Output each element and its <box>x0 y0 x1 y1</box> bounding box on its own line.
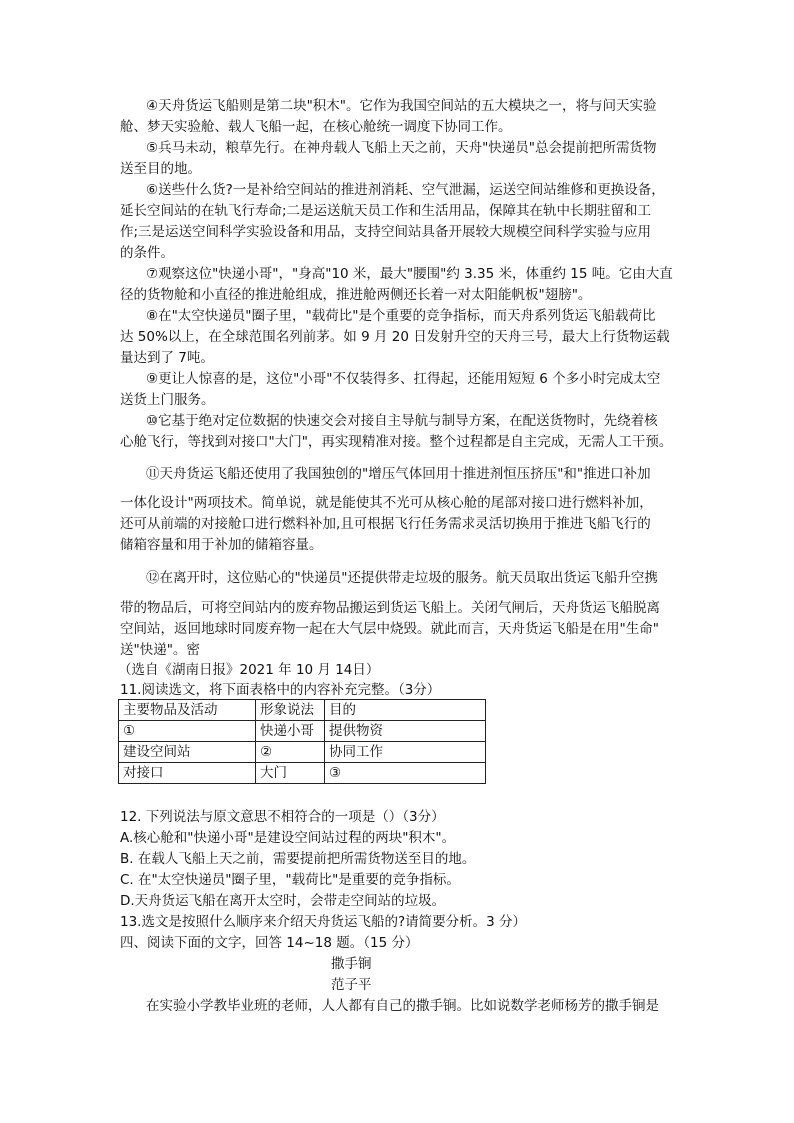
paragraph-5-line-2: 送至目的地。 <box>120 161 201 177</box>
question-12-stem: 12. 下列说法与原文意思不相符合的一项是（）（3分） <box>120 809 445 825</box>
source-citation: （选自《湖南日报》2021 年 10 月 14日） <box>118 662 380 678</box>
paragraph-12-line-3: 空间站，返回地球时同废弃物一起在大气层中烧毁。就此而言，天舟货运飞船是在用"生命" <box>120 621 659 637</box>
table-header-cell: 目的 <box>325 700 486 721</box>
paragraph-6-line-2: 延长空间站的在轨飞行寿命;二是运送航天员工作和生活用品，保障其在轨中长期驻留和工 <box>120 203 652 219</box>
paragraph-9-line-1: ⑨更让人惊喜的是，这位"小哥"不仅装得多、扛得起，还能用短短 6 个多小时完成太空 <box>146 371 661 387</box>
table-row <box>119 763 486 784</box>
paragraph-10-line-1: ⑩它基于绝对定位数据的快速交会对接自主导航与制导方案，在配送货物时，先绕着核 <box>146 413 658 429</box>
table-row <box>119 721 486 742</box>
table-cell: 建设空间站 <box>119 742 256 763</box>
question-12-option-c: C. 在"太空快递员"圈子里，"载荷比"是重要的竞争指标。 <box>120 872 460 888</box>
paragraph-8-line-3: 量达到了 7吨。 <box>120 350 214 366</box>
table-cell: 协同工作 <box>325 742 486 763</box>
section-4-heading: 四、阅读下面的文字，回答 14~18 题。（15 分） <box>120 935 419 951</box>
paragraph-8-line-1: ⑧在"太空快递员"圈子里，"载荷比"是个重要的竞争指标，而天舟系列货运飞船载荷比 <box>146 308 656 324</box>
question-13: 13.选文是按照什么顺序来介绍天舟货运飞船的?请简要分析。3 分） <box>120 914 527 930</box>
question-12-option-b: B. 在载人飞船上天之前，需要提前把所需货物送至目的地。 <box>120 851 476 867</box>
paragraph-6-line-3: 作;三是运送空间科学实验设备和用品，支持空间站具备开展较大规模空间科学实验与应用 <box>120 224 652 240</box>
story-title: 撒手锏 <box>331 956 372 972</box>
paragraph-11-line-1: ⑪天舟货运飞船还使用了我国独创的"增压气体回用十推进剂恒压挤压"和"推进口补加 <box>146 466 651 482</box>
paragraph-11-line-2: 一体化设计"两项技术。简单说，就是能使其不光可从核心舱的尾部对接口进行燃料补加， <box>120 495 653 511</box>
paragraph-10-line-2: 心舱飞行，等找到对接口"大门"，再实现精准对接。整个过程都是自主完成，无需人工干预。 <box>120 434 673 450</box>
story-author: 范子平 <box>331 977 372 993</box>
paragraph-12-line-4: 送"快递"。密 <box>120 642 200 658</box>
question-12-option-a: A.核心舱和"快递小哥"是建设空间站过程的两块"积木"。 <box>120 830 456 846</box>
question-11: 11.阅读选文，将下面表格中的内容补充完整。（3分） <box>120 682 441 698</box>
paragraph-12-line-1: ⑫在离开时，这位贴心的"快递员"还提供带走垃圾的服务。航天员取出货运飞船升空携 <box>146 570 658 586</box>
table-header-cell: 形象说法 <box>256 700 325 721</box>
table-cell: ② <box>256 742 325 763</box>
paragraph-7-line-2: 径的货物舱和小直径的推进舱组成，推进舱两侧还长着一对太阳能帆板"翅膀"。 <box>120 287 592 303</box>
story-first-line: 在实验小学教毕业班的老师，人人都有自己的撒手锏。比如说数学老师杨芳的撒手锏是 <box>146 998 659 1014</box>
table-cell: 对接口 <box>119 763 256 784</box>
paragraph-4-line-2: 舱、梦天实验舱、载人飞船一起，在核心舱统一调度下协同工作。 <box>120 119 512 135</box>
paragraph-11-line-3: 还可从前端的对接舱口进行燃料补加,且可根据飞行任务需求灵活切换用于推进飞船飞行的 <box>120 516 651 532</box>
paragraph-6-line-1: ⑥送些什么货?一是补给空间站的推进剂消耗、空气泄漏，运送空间站维修和更换设备， <box>146 182 665 198</box>
table-cell: ① <box>119 721 256 742</box>
table-cell: ③ <box>325 763 486 784</box>
table-header-cell: 主要物品及活动 <box>119 700 256 721</box>
paragraph-11-line-4: 储箱容量和用于补加的储箱容量。 <box>120 537 323 553</box>
paragraph-5-line-1: ⑤兵马未动，粮草先行。在神舟载人飞船上天之前，天舟"快递员"总会提前把所需货物 <box>146 140 657 156</box>
table-cell: 大门 <box>256 763 325 784</box>
paragraph-9-line-2: 送货上门服务。 <box>120 392 215 408</box>
paragraph-8-line-2: 达 50%以上，在全球范围名列前茅。如 9 月 20 日发射升空的天舟三号，最大上行货物运载 <box>120 329 670 345</box>
paragraph-12-line-2: 带的物品后，可将空间站内的废弃物品搬运到货运飞船上。关闭气闸后，天舟货运飞船脱离 <box>120 600 660 616</box>
paragraph-7-line-1: ⑦观察这位"快递小哥"，"身高"10 米，最大"腰围"约 3.35 米，体重约 15 吨。它由大直 <box>146 266 673 282</box>
table-header-row <box>119 700 486 721</box>
table-cell: 提供物资 <box>325 721 486 742</box>
question-12-option-d: D.天舟货运飞船在离开太空时，会带走空间站的垃圾。 <box>120 893 446 909</box>
table-row <box>119 742 486 763</box>
answer-table <box>118 699 486 784</box>
paragraph-6-line-4: 的条件。 <box>120 245 174 261</box>
table-cell: 快递小哥 <box>256 721 325 742</box>
paragraph-4-line-1: ④天舟货运飞船则是第二块"积木"。它作为我国空间站的五大模块之一，将与问天实验 <box>146 98 657 114</box>
